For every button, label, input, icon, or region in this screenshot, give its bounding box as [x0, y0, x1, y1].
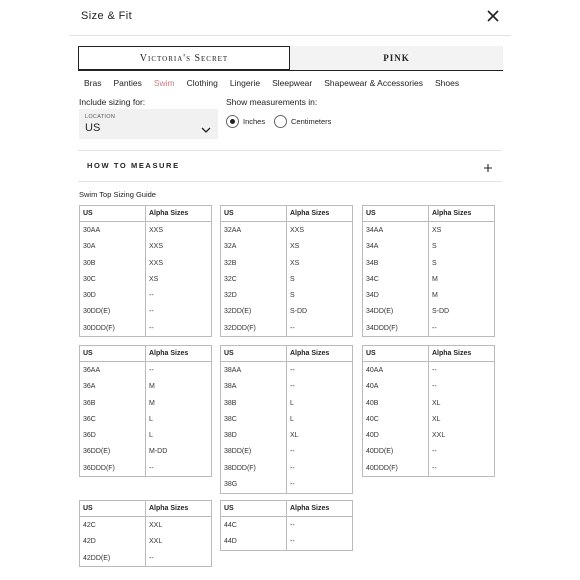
table-header-row — [221, 346, 352, 362]
us-size-cell: 40D — [363, 427, 429, 443]
alpha-size-cell: XXS — [149, 243, 164, 251]
us-size-cell: 34D — [363, 287, 429, 303]
us-size-cell: 32C — [221, 271, 287, 287]
us-size-cell: 30DDD(F) — [80, 320, 146, 336]
chevron-down-icon — [201, 121, 211, 128]
us-size-cell: 32A — [221, 239, 287, 255]
alpha-size-cell: -- — [149, 292, 154, 300]
us-size-cell: 42DD(E) — [80, 550, 146, 566]
alpha-size-cell: L — [149, 432, 153, 440]
table-row — [363, 379, 494, 395]
table-header-row — [80, 501, 211, 517]
location-value: US — [85, 122, 101, 134]
table-row — [221, 534, 352, 550]
us-size-cell: 36D — [80, 427, 146, 443]
us-size-cell: 36DD(E) — [80, 444, 146, 460]
category-swim[interactable]: Swim — [153, 78, 175, 88]
size-table — [220, 500, 353, 551]
alpha-size-cell: XL — [290, 432, 299, 440]
us-column-header: US — [221, 501, 287, 516]
alpha-size-cell: -- — [290, 366, 295, 374]
us-size-cell: 32AA — [221, 222, 287, 238]
us-size-cell: 38D — [221, 427, 287, 443]
centimeters-radio[interactable] — [274, 115, 287, 128]
alpha-column-header: Alpha Sizes — [290, 505, 330, 513]
table-row — [363, 239, 494, 255]
alpha-size-cell: M — [149, 399, 155, 407]
us-size-cell: 34DDD(F) — [363, 320, 429, 336]
category-clothing[interactable]: Clothing — [186, 78, 218, 88]
table-row — [363, 362, 494, 378]
table-header-row — [80, 206, 211, 222]
alpha-size-cell: M — [432, 292, 438, 300]
alpha-size-cell: -- — [290, 324, 295, 332]
alpha-column-header: Alpha Sizes — [432, 350, 472, 358]
size-table — [220, 345, 353, 494]
alpha-size-cell: S — [432, 259, 437, 267]
table-row — [221, 320, 352, 336]
us-size-cell: 36B — [80, 395, 146, 411]
us-size-cell: 36A — [80, 379, 146, 395]
category-sleepwear[interactable]: Sleepwear — [272, 78, 313, 88]
us-size-cell: 32DDD(F) — [221, 320, 287, 336]
table-row — [80, 255, 211, 271]
alpha-size-cell: -- — [149, 324, 154, 332]
alpha-size-cell: -- — [149, 308, 154, 316]
us-column-header: US — [80, 501, 146, 516]
us-size-cell: 40A — [363, 379, 429, 395]
us-size-cell: 36DDD(F) — [80, 460, 146, 476]
alpha-size-cell: L — [290, 399, 294, 407]
alpha-size-cell: XXS — [149, 226, 164, 234]
us-size-cell: 40DD(E) — [363, 444, 429, 460]
close-icon[interactable] — [484, 7, 502, 25]
tab-victorias-secret-label: Victoria's Secret — [139, 52, 229, 64]
alpha-size-cell: -- — [290, 383, 295, 391]
us-column-header: US — [80, 206, 146, 221]
alpha-size-cell: XXS — [290, 226, 305, 234]
table-row — [221, 271, 352, 287]
alpha-size-cell: -- — [290, 481, 295, 489]
alpha-size-cell: M — [432, 275, 438, 283]
how-to-measure-toggle[interactable]: HOW TO MEASURE — [87, 161, 180, 170]
table-row — [221, 255, 352, 271]
table-row — [221, 287, 352, 303]
table-row — [221, 427, 352, 443]
location-select[interactable] — [79, 109, 218, 139]
us-size-cell: 40B — [363, 395, 429, 411]
size-table — [79, 205, 212, 337]
size-table — [362, 205, 495, 337]
alpha-size-cell: S-DD — [290, 308, 308, 316]
table-header-row — [363, 206, 494, 222]
divider — [78, 150, 502, 151]
size-table — [79, 500, 212, 567]
alpha-size-cell: S — [290, 275, 295, 283]
us-size-cell: 34A — [363, 239, 429, 255]
plus-icon[interactable] — [483, 160, 493, 170]
category-panties[interactable]: Panties — [113, 78, 142, 88]
radio-selected-dot — [230, 119, 235, 124]
us-size-cell: 30D — [80, 287, 146, 303]
table-header-row — [221, 501, 352, 517]
alpha-size-cell: -- — [290, 521, 295, 529]
table-row — [80, 379, 211, 395]
table-row — [80, 411, 211, 427]
us-column-header: US — [363, 206, 429, 221]
centimeters-label: Centimeters — [291, 117, 332, 126]
us-size-cell: 40AA — [363, 362, 429, 378]
us-size-cell: 40C — [363, 411, 429, 427]
table-row — [363, 287, 494, 303]
table-row — [80, 320, 211, 336]
us-size-cell: 38AA — [221, 362, 287, 378]
us-size-cell: 34DD(E) — [363, 304, 429, 320]
table-row — [363, 222, 494, 238]
alpha-column-header: Alpha Sizes — [290, 350, 330, 358]
us-size-cell: 34AA — [363, 222, 429, 238]
us-size-cell: 30DD(E) — [80, 304, 146, 320]
us-column-header: US — [80, 346, 146, 361]
table-header-row — [80, 346, 211, 362]
us-size-cell: 38G — [221, 476, 287, 492]
tab-pink[interactable] — [290, 46, 503, 71]
alpha-size-cell: L — [290, 415, 294, 423]
table-row — [80, 534, 211, 550]
us-size-cell: 42D — [80, 534, 146, 550]
alpha-size-cell: M — [149, 383, 155, 391]
table-row — [363, 304, 494, 320]
alpha-size-cell: XS — [432, 226, 442, 234]
table-row — [80, 517, 211, 533]
category-shapewear-accessories[interactable]: Shapewear & Accessories — [324, 78, 423, 88]
table-row — [80, 271, 211, 287]
alpha-size-cell: XXL — [432, 432, 446, 440]
table-row — [221, 239, 352, 255]
sizing-guide-title: Swim Top Sizing Guide — [79, 190, 156, 199]
us-size-cell: 42C — [80, 517, 146, 533]
alpha-size-cell: -- — [149, 554, 154, 562]
table-row — [221, 517, 352, 533]
table-row — [221, 411, 352, 427]
table-row — [221, 395, 352, 411]
table-row — [363, 460, 494, 476]
us-size-cell: 30AA — [80, 222, 146, 238]
table-row — [363, 444, 494, 460]
alpha-size-cell: XL — [432, 415, 441, 423]
us-column-header: US — [221, 346, 287, 361]
tab-pink-label: PINK — [383, 53, 410, 63]
size-table — [79, 345, 212, 477]
alpha-size-cell: XXS — [149, 259, 164, 267]
table-row — [221, 362, 352, 378]
alpha-column-header: Alpha Sizes — [149, 505, 189, 513]
us-size-cell: 34B — [363, 255, 429, 271]
alpha-size-cell: -- — [290, 538, 295, 546]
table-row — [80, 222, 211, 238]
table-row — [80, 427, 211, 443]
alpha-size-cell: XXL — [149, 521, 163, 529]
alpha-size-cell: XL — [432, 399, 441, 407]
alpha-size-cell: -- — [432, 383, 437, 391]
us-size-cell: 32B — [221, 255, 287, 271]
alpha-size-cell: -- — [432, 448, 437, 456]
table-row — [363, 271, 494, 287]
us-size-cell: 38DD(E) — [221, 444, 287, 460]
modal-header — [0, 0, 580, 36]
us-size-cell: 30A — [80, 239, 146, 255]
alpha-size-cell: S — [290, 292, 295, 300]
us-size-cell: 38A — [221, 379, 287, 395]
table-row — [363, 255, 494, 271]
table-row — [80, 239, 211, 255]
table-row — [363, 320, 494, 336]
alpha-size-cell: XS — [149, 275, 159, 283]
us-size-cell: 38DDD(F) — [221, 460, 287, 476]
alpha-size-cell: L — [149, 415, 153, 423]
us-size-cell: 44C — [221, 517, 287, 533]
category-shoes[interactable]: Shoes — [434, 78, 460, 88]
include-sizing-label: Include sizing for: — [79, 97, 146, 107]
alpha-size-cell: -- — [290, 464, 295, 472]
us-size-cell: 32DD(E) — [221, 304, 287, 320]
alpha-size-cell: M-DD — [149, 448, 168, 456]
alpha-size-cell: -- — [149, 464, 154, 472]
us-column-header: US — [363, 346, 429, 361]
table-row — [80, 395, 211, 411]
alpha-size-cell: S-DD — [432, 308, 450, 316]
size-table — [362, 345, 495, 477]
table-row — [221, 304, 352, 320]
us-size-cell: 44D — [221, 534, 287, 550]
alpha-column-header: Alpha Sizes — [149, 350, 189, 358]
us-size-cell: 32D — [221, 287, 287, 303]
category-lingerie[interactable]: Lingerie — [229, 78, 261, 88]
table-row — [363, 427, 494, 443]
table-header-row — [221, 206, 352, 222]
table-row — [221, 444, 352, 460]
alpha-size-cell: -- — [432, 464, 437, 472]
alpha-size-cell: -- — [432, 324, 437, 332]
us-size-cell: 34C — [363, 271, 429, 287]
size-table — [220, 205, 353, 337]
us-size-cell: 30B — [80, 255, 146, 271]
table-row — [221, 379, 352, 395]
alpha-size-cell: S — [432, 243, 437, 251]
alpha-size-cell: -- — [432, 366, 437, 374]
divider — [69, 35, 511, 36]
alpha-size-cell: -- — [290, 448, 295, 456]
us-column-header: US — [221, 206, 287, 221]
table-row — [80, 304, 211, 320]
alpha-column-header: Alpha Sizes — [432, 210, 472, 218]
tab-victorias-secret[interactable] — [78, 46, 290, 71]
brand-tabs — [78, 46, 503, 71]
alpha-size-cell: XS — [290, 243, 300, 251]
alpha-column-header: Alpha Sizes — [149, 210, 189, 218]
us-size-cell: 38B — [221, 395, 287, 411]
table-row — [80, 362, 211, 378]
category-nav — [84, 78, 471, 88]
table-row — [80, 460, 211, 476]
table-row — [363, 411, 494, 427]
table-row — [363, 395, 494, 411]
us-size-cell: 36C — [80, 411, 146, 427]
measurements-label: Show measurements in: — [226, 97, 318, 107]
alpha-size-cell: XS — [290, 259, 300, 267]
table-row — [80, 287, 211, 303]
us-size-cell: 40DDD(F) — [363, 460, 429, 476]
alpha-size-cell: XXL — [149, 538, 163, 546]
inches-label: Inches — [243, 117, 266, 126]
us-size-cell: 36AA — [80, 362, 146, 378]
table-row — [221, 222, 352, 238]
table-row — [80, 444, 211, 460]
divider — [78, 181, 502, 182]
location-field-label: LOCATION — [85, 114, 116, 120]
us-size-cell: 38C — [221, 411, 287, 427]
modal-title: Size & Fit — [81, 10, 133, 22]
table-header-row — [363, 346, 494, 362]
category-bras[interactable]: Bras — [84, 78, 102, 88]
alpha-size-cell: -- — [149, 366, 154, 374]
table-row — [221, 476, 352, 492]
table-row — [80, 550, 211, 566]
alpha-column-header: Alpha Sizes — [290, 210, 330, 218]
table-row — [221, 460, 352, 476]
us-size-cell: 30C — [80, 271, 146, 287]
inches-radio[interactable] — [226, 115, 239, 128]
